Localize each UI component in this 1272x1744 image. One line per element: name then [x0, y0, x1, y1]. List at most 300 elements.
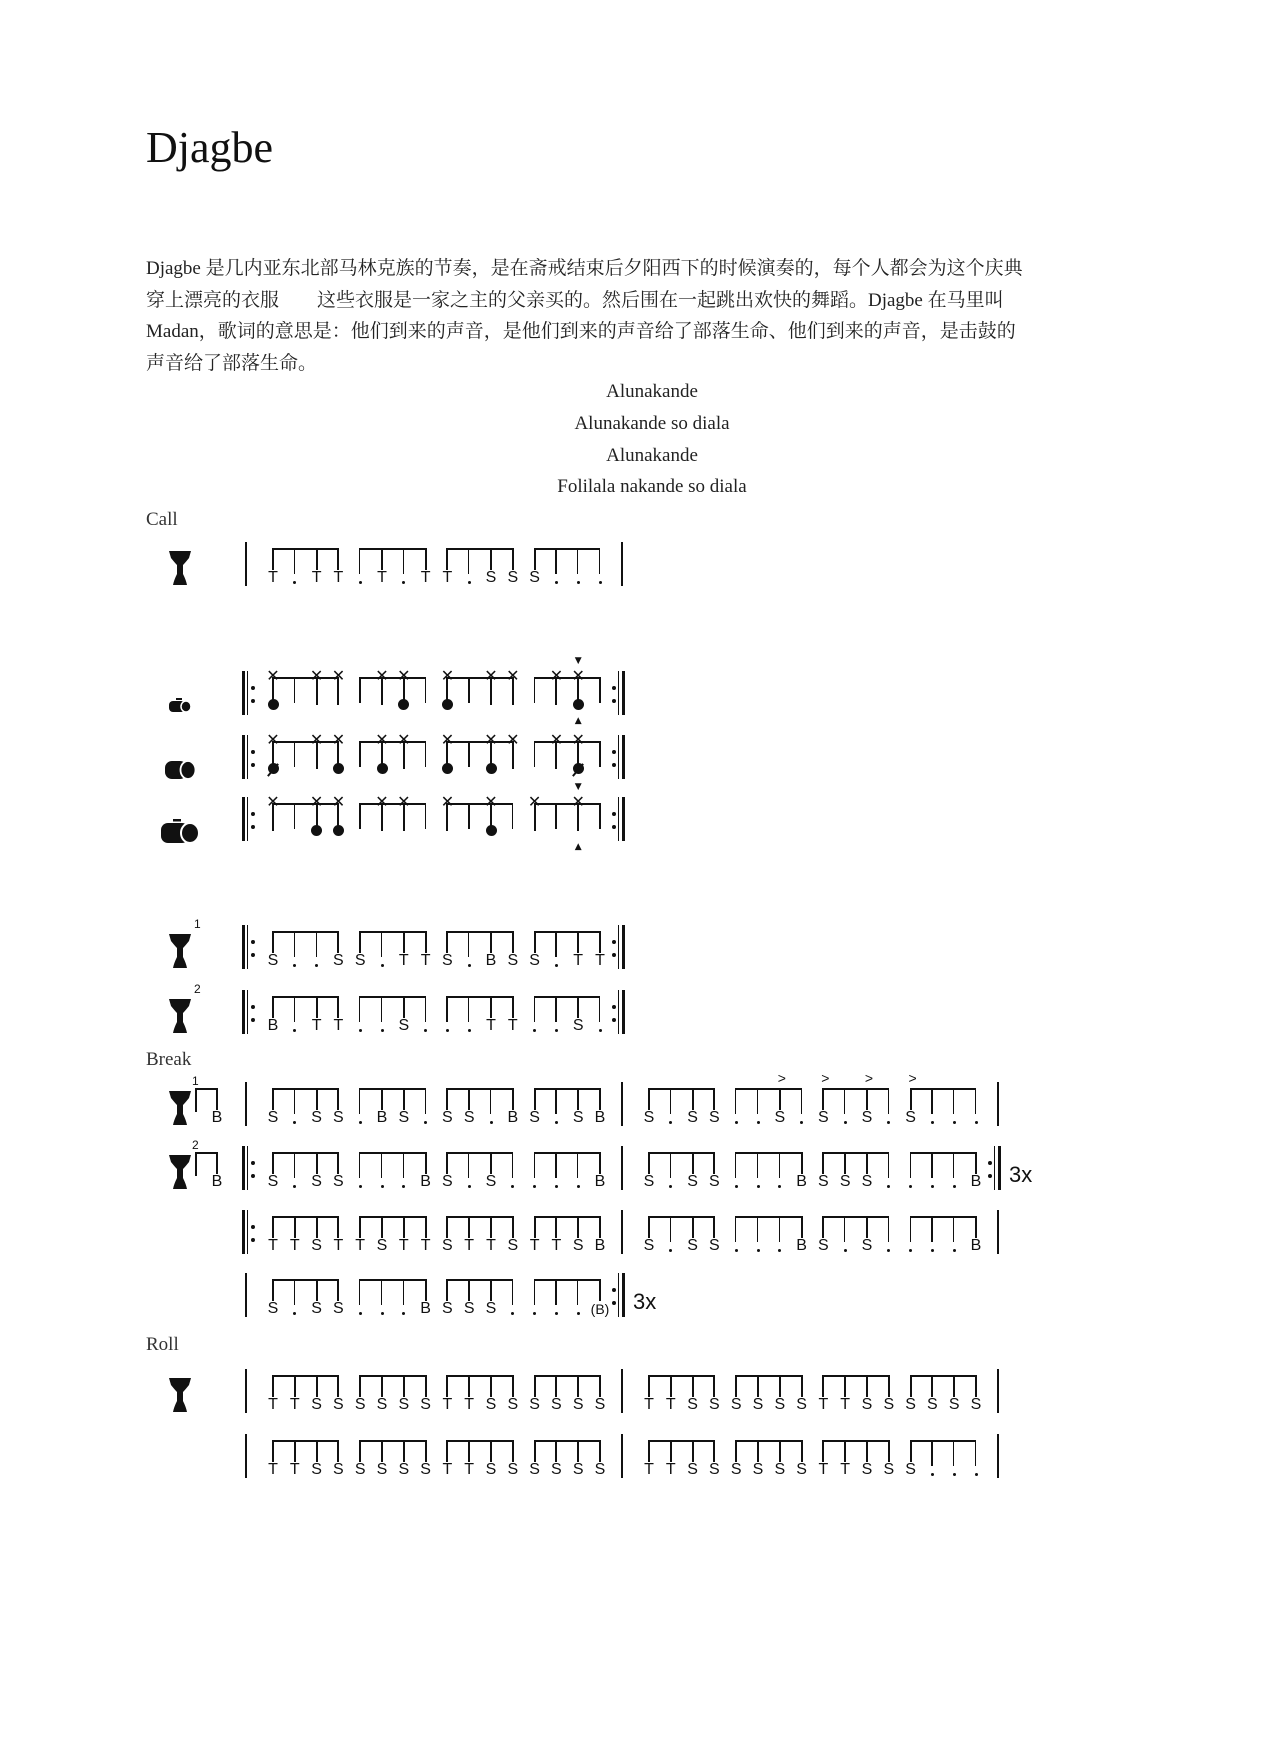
rest-dot: [887, 1249, 890, 1252]
beam: [272, 741, 339, 743]
note-letter: S: [485, 1300, 497, 1317]
rest-dot: [402, 581, 405, 584]
rest-dot: [669, 1249, 672, 1252]
stem: [359, 548, 360, 574]
stem: [801, 1152, 803, 1174]
repeat-dot: [251, 1238, 255, 1242]
stem: [316, 1440, 318, 1462]
note-letter: T: [355, 1237, 366, 1254]
drum-stroke-dot: [311, 825, 322, 836]
note-letter: S: [774, 1396, 786, 1413]
note-letter: S: [818, 1173, 829, 1190]
note-letter: S: [507, 1396, 519, 1413]
barline: [997, 1369, 999, 1413]
bell-stroke-mark: ✕: [440, 666, 455, 685]
beam: [272, 996, 339, 998]
note-letter: S: [774, 1109, 786, 1126]
beam: [534, 931, 601, 933]
note-letter: S: [485, 1461, 497, 1478]
stem: [735, 1088, 736, 1114]
rest-dot: [909, 1249, 912, 1252]
stem: [888, 1375, 890, 1397]
note-letter: S: [572, 1109, 584, 1126]
note-letter: S: [643, 1109, 655, 1126]
beam: [910, 1152, 977, 1154]
pickup-beam: [195, 1152, 216, 1154]
accent-mark-top: ▼: [574, 782, 582, 792]
repeat-end-barline: [622, 671, 625, 715]
stem: [381, 1440, 383, 1462]
note-letter: S: [267, 952, 279, 969]
beam: [735, 1088, 802, 1090]
stem: [577, 996, 579, 1018]
rest-dot: [577, 581, 580, 584]
beam: [359, 548, 426, 550]
stem: [801, 1088, 802, 1114]
repeat-end-barline: [622, 1273, 625, 1317]
rest-dot: [844, 1249, 847, 1252]
rest-dot: [402, 1312, 405, 1315]
note-letter: S: [796, 1396, 807, 1413]
note-letter: T: [311, 569, 322, 586]
stem: [468, 931, 469, 957]
stem: [446, 1152, 448, 1174]
rest-dot: [577, 1312, 580, 1315]
stem: [735, 1440, 737, 1462]
note-letter: S: [376, 1237, 388, 1254]
stem: [931, 1375, 933, 1397]
stem: [512, 1152, 513, 1178]
bell-stroke-mark: ✕: [375, 666, 389, 685]
note-letter: T: [333, 1017, 344, 1034]
note-letter: S: [311, 1461, 322, 1478]
note-letter: T: [573, 952, 584, 969]
beam: [822, 1152, 889, 1154]
stem: [692, 1088, 694, 1110]
stem: [316, 548, 318, 570]
accent-mark-bottom: ▲: [574, 716, 582, 726]
beam: [534, 1279, 601, 1281]
stem: [359, 931, 361, 953]
stem: [599, 1440, 601, 1462]
rest-dot: [533, 1185, 536, 1188]
rest-dot: [599, 581, 602, 584]
beam: [534, 1440, 601, 1442]
note-letter: T: [268, 1396, 278, 1413]
repeat-start-barline: [242, 1146, 245, 1190]
rest-dot: [293, 1312, 296, 1315]
note-letter: S: [333, 1461, 344, 1478]
repeat-dot: [612, 763, 616, 767]
stem: [844, 1375, 846, 1397]
note-letter: S: [594, 1396, 606, 1413]
repeat-dot: [612, 1288, 616, 1292]
note-letter: T: [420, 569, 431, 586]
stem: [490, 1279, 492, 1301]
stem: [555, 1216, 557, 1238]
beam: [910, 1088, 977, 1090]
stem: [953, 1440, 954, 1466]
stem: [446, 1088, 448, 1110]
rest-dot: [359, 1185, 362, 1188]
note-letter: B: [507, 1109, 519, 1126]
stem: [670, 1440, 672, 1462]
stem: [468, 803, 470, 829]
stem: [599, 677, 601, 703]
stem: [844, 1440, 846, 1462]
stem: [337, 1375, 339, 1397]
note-letter: S: [883, 1461, 895, 1478]
stem: [931, 1216, 932, 1242]
stem: [425, 677, 427, 703]
beam: [272, 931, 339, 933]
call-row: [0, 548, 1272, 588]
stem: [294, 677, 296, 703]
note-letter: B: [267, 1017, 279, 1034]
repeat-dot: [612, 1301, 616, 1305]
stem: [713, 1088, 715, 1110]
stem: [801, 1375, 803, 1397]
note-letter: S: [687, 1396, 698, 1413]
beam: [359, 803, 426, 805]
repeat-count: 3x: [633, 1289, 657, 1314]
barline: [247, 990, 248, 1034]
note-letter: T: [464, 1461, 475, 1478]
barline: [247, 925, 248, 969]
beam: [446, 1216, 513, 1218]
note-letter: T: [507, 1017, 518, 1034]
rest-dot: [446, 1029, 449, 1032]
repeat-dot: [988, 1174, 992, 1178]
stem: [512, 1279, 513, 1305]
stem: [844, 1088, 845, 1114]
rest-dot: [490, 1121, 493, 1124]
stem: [403, 1440, 405, 1462]
barline: [621, 1210, 623, 1254]
repeat-dot: [612, 1005, 616, 1009]
note-letter: T: [840, 1461, 851, 1478]
bell-stroke-mark: ✕: [549, 730, 564, 749]
note-letter: S: [442, 1173, 453, 1190]
beam: [446, 803, 513, 805]
barline: [247, 735, 248, 779]
bell-stroke-mark: ✕: [397, 792, 411, 811]
stem: [512, 1375, 514, 1397]
rest-dot: [735, 1249, 738, 1252]
note-letter: T: [464, 1396, 475, 1413]
stem: [713, 1440, 715, 1462]
dundunba-icon: [159, 818, 201, 849]
beam: [534, 1152, 601, 1154]
barline: [245, 1273, 247, 1317]
stem: [381, 548, 383, 570]
note-letter: S: [376, 1396, 388, 1413]
beam: [272, 1279, 339, 1281]
barline: [618, 671, 619, 715]
stem: [692, 1216, 694, 1238]
note-letter: S: [354, 1396, 366, 1413]
stem: [294, 803, 296, 829]
beam: [359, 1152, 426, 1154]
note-letter: S: [709, 1237, 720, 1254]
repeat-start-barline: [242, 925, 245, 969]
stem: [403, 931, 405, 953]
barline: [997, 1210, 999, 1254]
stem: [195, 1152, 197, 1176]
stem: [555, 1440, 557, 1462]
stem: [337, 996, 339, 1018]
rest-dot: [735, 1185, 738, 1188]
stem: [599, 931, 601, 953]
rest-dot: [468, 1185, 471, 1188]
rest-dot: [931, 1185, 934, 1188]
stem: [822, 1375, 824, 1397]
stem: [713, 1375, 715, 1397]
note-letter: S: [507, 952, 519, 969]
stem: [337, 1088, 339, 1110]
stem: [294, 1375, 296, 1397]
repeat-end-barline: [622, 925, 625, 969]
note-letter: S: [818, 1237, 829, 1254]
stem: [555, 1152, 556, 1178]
repeat-dot: [251, 686, 255, 690]
stem: [534, 1279, 535, 1305]
repeat-count: 3x: [1009, 1162, 1033, 1187]
note-letter: S: [752, 1396, 764, 1413]
stem: [599, 548, 600, 574]
stem: [599, 1279, 601, 1301]
stem: [931, 1440, 932, 1466]
note-letter: S: [687, 1109, 698, 1126]
note-letter: T: [486, 1017, 496, 1034]
stem: [822, 1088, 824, 1110]
break-row: [0, 1138, 1272, 1192]
rest-dot: [293, 1029, 296, 1032]
note-letter: T: [268, 569, 278, 586]
repeat-dot: [251, 1225, 255, 1229]
bell-stroke-mark: ✕: [266, 666, 280, 685]
stem: [403, 548, 404, 574]
note-letter: S: [485, 569, 497, 586]
barline: [997, 1082, 999, 1126]
rest-dot: [953, 1185, 956, 1188]
stem: [403, 1279, 404, 1305]
note-letter: T: [398, 952, 409, 969]
stem: [670, 1088, 671, 1114]
stem: [577, 1152, 578, 1178]
beam: [272, 1440, 339, 1442]
bell-stroke-mark: ✕: [484, 792, 498, 811]
djembe-icon: [168, 1090, 192, 1131]
stem: [534, 931, 536, 953]
stem: [403, 1088, 405, 1110]
note-letter: B: [594, 1173, 606, 1190]
instrument-number: 1: [194, 917, 201, 931]
beam: [272, 1375, 339, 1377]
note-letter: S: [267, 1109, 279, 1126]
stem: [822, 1152, 824, 1174]
stem: [294, 1440, 296, 1462]
stem: [599, 741, 601, 767]
stem: [272, 548, 274, 570]
stem: [599, 1152, 601, 1174]
beam: [446, 996, 513, 998]
note-letter: S: [398, 1017, 410, 1034]
stem: [446, 1440, 448, 1462]
note-letter: T: [665, 1461, 676, 1478]
stem: [555, 996, 556, 1022]
djembe-icon: [168, 998, 192, 1039]
beam: [272, 803, 339, 805]
repeat-dot: [612, 686, 616, 690]
barline: [245, 1082, 247, 1126]
stem: [272, 1216, 274, 1238]
roll-row: [0, 1440, 1272, 1480]
note-letter: S: [970, 1396, 982, 1413]
note-letter: S: [267, 1300, 279, 1317]
stem: [757, 1216, 758, 1242]
note-letter: S: [861, 1237, 873, 1254]
stem: [272, 931, 274, 953]
rest-dot: [800, 1121, 803, 1124]
beam: [446, 548, 513, 550]
beam: [910, 1375, 977, 1377]
stem: [512, 996, 514, 1018]
rest-dot: [757, 1249, 760, 1252]
stem: [446, 548, 448, 570]
bell-stroke-mark: ✕: [571, 666, 585, 685]
beam: [735, 1440, 802, 1442]
stem: [294, 548, 295, 574]
note-letter: S: [529, 1109, 540, 1126]
beam: [735, 1152, 802, 1154]
note-letter: T: [486, 1237, 496, 1254]
djembe-icon: [168, 933, 192, 974]
beam: [272, 1088, 339, 1090]
note-letter: S: [572, 1461, 584, 1478]
note-letter: S: [442, 1237, 453, 1254]
break-row: [0, 1279, 1272, 1319]
stem: [425, 931, 427, 953]
lyric-line: Alunakande: [606, 381, 698, 402]
stem: [910, 1216, 911, 1242]
stem: [779, 1216, 780, 1242]
beam: [359, 1279, 426, 1281]
stem: [359, 1440, 361, 1462]
stem: [359, 1216, 361, 1238]
accent-mark: >: [864, 1070, 874, 1086]
note-letter: S: [442, 1109, 453, 1126]
bell-stroke-mark: ✕: [375, 792, 389, 811]
rest-dot: [555, 1029, 558, 1032]
stem: [316, 1216, 318, 1238]
note-letter: S: [507, 1237, 519, 1254]
rest-dot: [359, 581, 362, 584]
stem: [359, 1088, 360, 1114]
rest-dot: [511, 1185, 514, 1188]
stem: [316, 1279, 318, 1301]
stem: [735, 1375, 737, 1397]
repeat-dot: [251, 1174, 255, 1178]
rest-dot: [468, 964, 471, 967]
note-letter: S: [333, 1109, 344, 1126]
stem: [555, 803, 557, 829]
beam: [822, 1375, 889, 1377]
stem: [975, 1088, 976, 1114]
note-letter: B: [420, 1173, 431, 1190]
beam: [359, 1088, 426, 1090]
bell-stroke-mark: ✕: [506, 666, 520, 685]
stem: [534, 1088, 536, 1110]
note-letter: S: [774, 1461, 786, 1478]
stem: [555, 1279, 556, 1305]
stem: [468, 1440, 470, 1462]
bell-stroke-mark: ✕: [484, 730, 498, 749]
stem: [888, 1152, 889, 1178]
stem: [381, 996, 382, 1022]
drum-stroke-dot: [333, 825, 344, 836]
note-letter: S: [861, 1396, 873, 1413]
bell-stroke-mark: ✕: [397, 666, 411, 685]
stem: [599, 1375, 601, 1397]
note-letter: S: [529, 1396, 540, 1413]
beam: [359, 741, 426, 743]
stem: [381, 1088, 383, 1110]
stem: [648, 1088, 650, 1110]
note-letter: B: [970, 1173, 982, 1190]
repeat-end-barline: [622, 797, 625, 841]
repeat-dot: [251, 1018, 255, 1022]
dundunba-row: [0, 782, 1272, 852]
stem: [534, 1375, 536, 1397]
rest-dot: [555, 1121, 558, 1124]
note-letter: T: [420, 1237, 431, 1254]
stem: [468, 1375, 470, 1397]
repeat-dot: [612, 1018, 616, 1022]
note-letter: S: [442, 952, 453, 969]
note-letter: S: [948, 1396, 960, 1413]
beam: [534, 996, 601, 998]
rest-dot: [555, 581, 558, 584]
stem: [866, 1152, 868, 1174]
stem: [670, 1152, 671, 1178]
note-letter: S: [333, 1173, 344, 1190]
sangban-icon: [163, 758, 197, 785]
note-letter: S: [905, 1396, 916, 1413]
bell-stroke-mark: ✕: [331, 666, 346, 685]
rest-dot: [359, 1312, 362, 1315]
bell-stroke-mark: ✕: [484, 666, 498, 685]
lyric-line: Alunakande so diala: [574, 413, 730, 434]
stem: [216, 1152, 218, 1174]
stem: [822, 1440, 824, 1462]
note-letter: S: [333, 1300, 344, 1317]
note-letter: S: [398, 1396, 410, 1413]
note-letter: B: [796, 1173, 807, 1190]
rest-dot: [555, 1185, 558, 1188]
rest-dot: [402, 1185, 405, 1188]
lyric-line: Alunakande: [606, 445, 698, 466]
stem: [779, 1152, 780, 1178]
rest-dot: [778, 1185, 781, 1188]
djembe-icon: [168, 1377, 192, 1418]
repeat-end-barline: [998, 1146, 1001, 1190]
stem: [446, 1279, 448, 1301]
stem: [359, 1279, 360, 1305]
instrument-number: 2: [192, 1138, 199, 1152]
stem: [822, 1216, 824, 1238]
stem: [381, 1279, 382, 1305]
